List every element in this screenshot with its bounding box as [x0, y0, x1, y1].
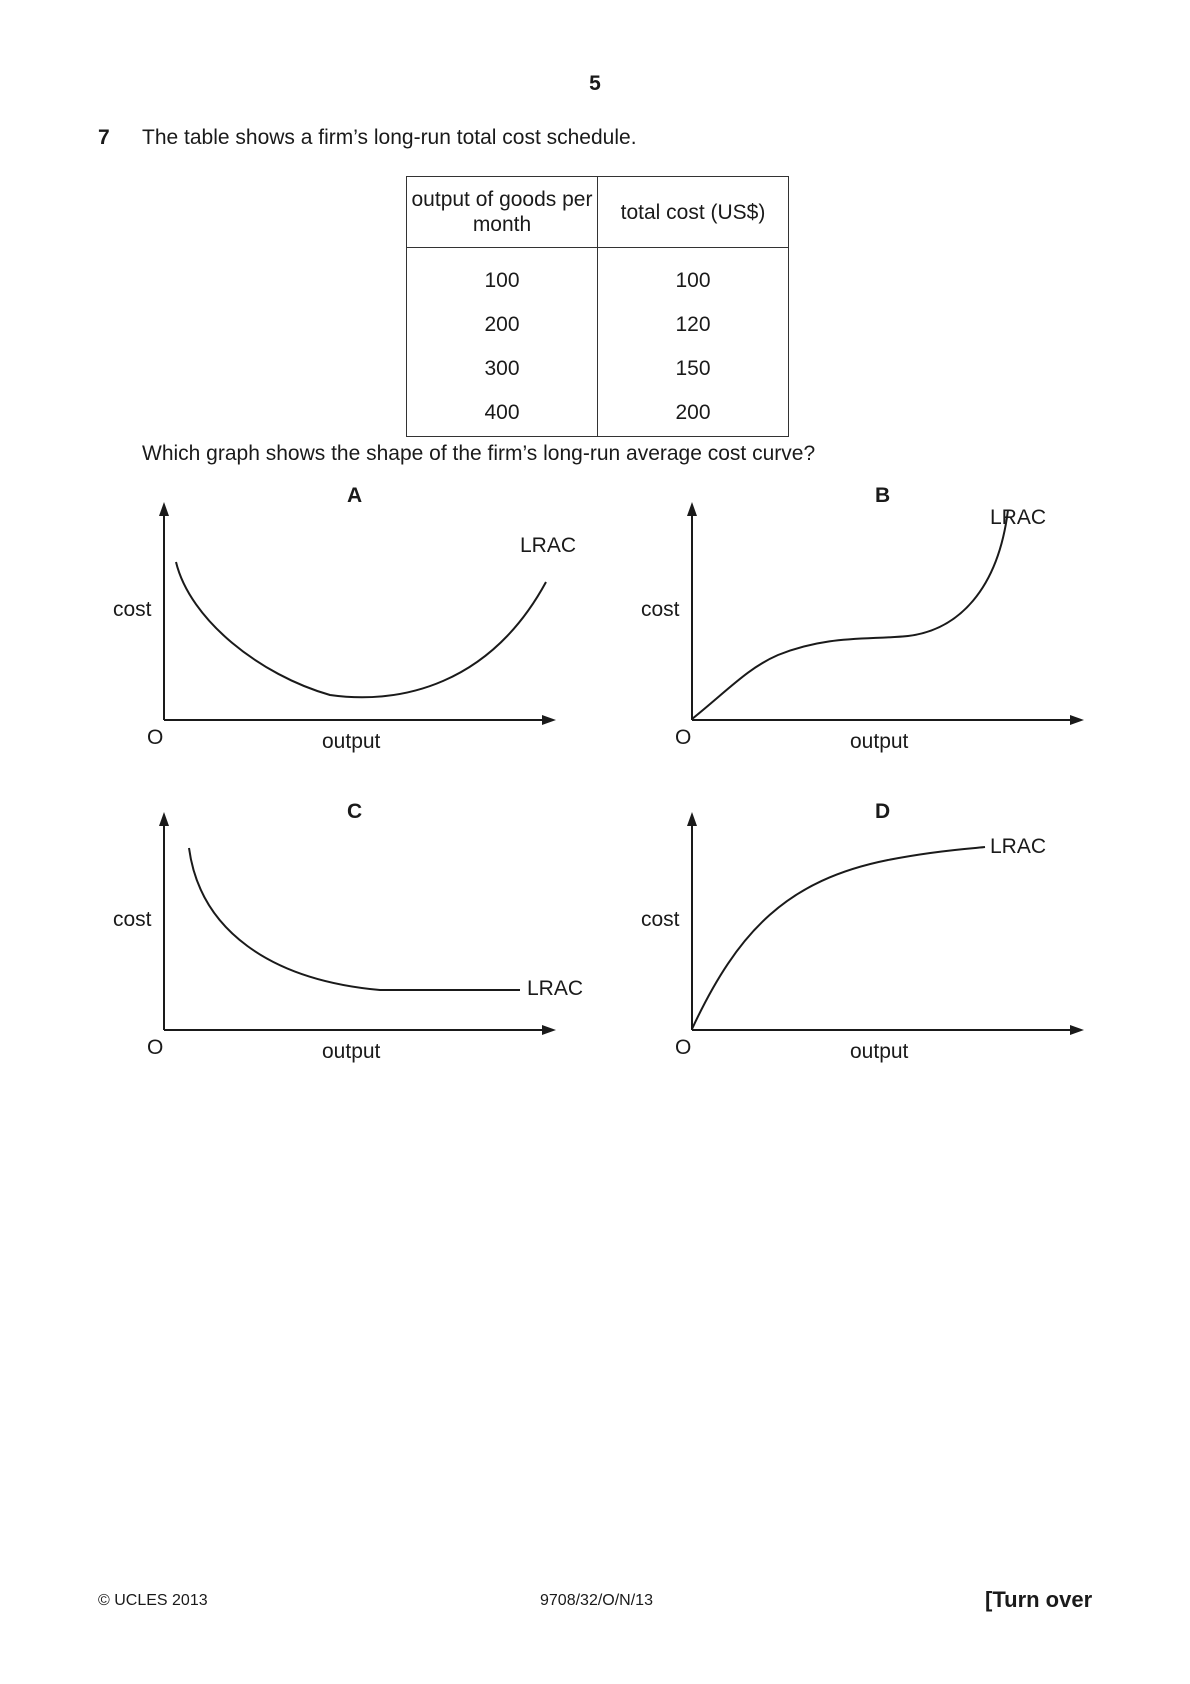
cost-table: [406, 176, 789, 437]
origin-label-c: O: [147, 1036, 164, 1059]
y-axis-label-d: cost: [641, 908, 680, 931]
origin-label-a: O: [147, 726, 164, 749]
option-label-a: A: [347, 484, 363, 507]
option-label-d: D: [875, 800, 891, 823]
cell-cost: 150: [598, 347, 789, 391]
table-header-row: [407, 177, 789, 248]
lrac-curve-c: [189, 848, 520, 990]
y-axis-label-a: cost: [113, 598, 152, 621]
cell-output: 100: [407, 248, 598, 304]
question-prompt: Which graph shows the shape of the firm’s long-run average cost curve?: [142, 442, 816, 465]
cell-cost: 120: [598, 303, 789, 347]
page-number: 5: [589, 72, 601, 95]
graph-c: [110, 800, 584, 1090]
graph-b: [638, 484, 1108, 780]
curve-label-d: LRAC: [990, 835, 1047, 858]
x-axis-label-c: output: [322, 1040, 381, 1063]
table-row: [407, 347, 789, 391]
graph-d: [638, 800, 1108, 1090]
cell-output: 400: [407, 391, 598, 437]
curve-label-b: LRAC: [990, 506, 1047, 529]
header-total-cost: total cost (US$): [598, 177, 789, 248]
curve-label-c: LRAC: [527, 977, 584, 1000]
table-row: [407, 391, 789, 437]
option-label-c: C: [347, 800, 363, 823]
question-text: The table shows a firm’s long-run total cost schedule.: [142, 126, 637, 149]
cell-output: 200: [407, 303, 598, 347]
x-axis-label-d: output: [850, 1040, 909, 1063]
turn-over: [Turn over: [985, 1587, 1093, 1612]
origin-label-d: O: [675, 1036, 692, 1059]
table-row: [407, 303, 789, 347]
graph-a: [110, 484, 580, 780]
cell-output: 300: [407, 347, 598, 391]
header-output: output of goods per month: [407, 177, 598, 248]
x-axis-label-a: output: [322, 730, 381, 753]
table-row: [407, 248, 789, 304]
cell-cost: 200: [598, 391, 789, 437]
y-axis-label-c: cost: [113, 908, 152, 931]
lrac-curve-d: [692, 847, 985, 1029]
x-axis-label-b: output: [850, 730, 909, 753]
lrac-curve-a: [176, 562, 546, 697]
question-number: 7: [98, 126, 110, 149]
footer-copyright: © UCLES 2013: [98, 1592, 208, 1609]
cell-cost: 100: [598, 248, 789, 304]
option-label-b: B: [875, 484, 891, 507]
curve-label-a: LRAC: [520, 534, 577, 557]
y-axis-label-b: cost: [641, 598, 680, 621]
footer-code: 9708/32/O/N/13: [540, 1592, 653, 1609]
lrac-curve-b: [692, 510, 1008, 719]
origin-label-b: O: [675, 726, 692, 749]
